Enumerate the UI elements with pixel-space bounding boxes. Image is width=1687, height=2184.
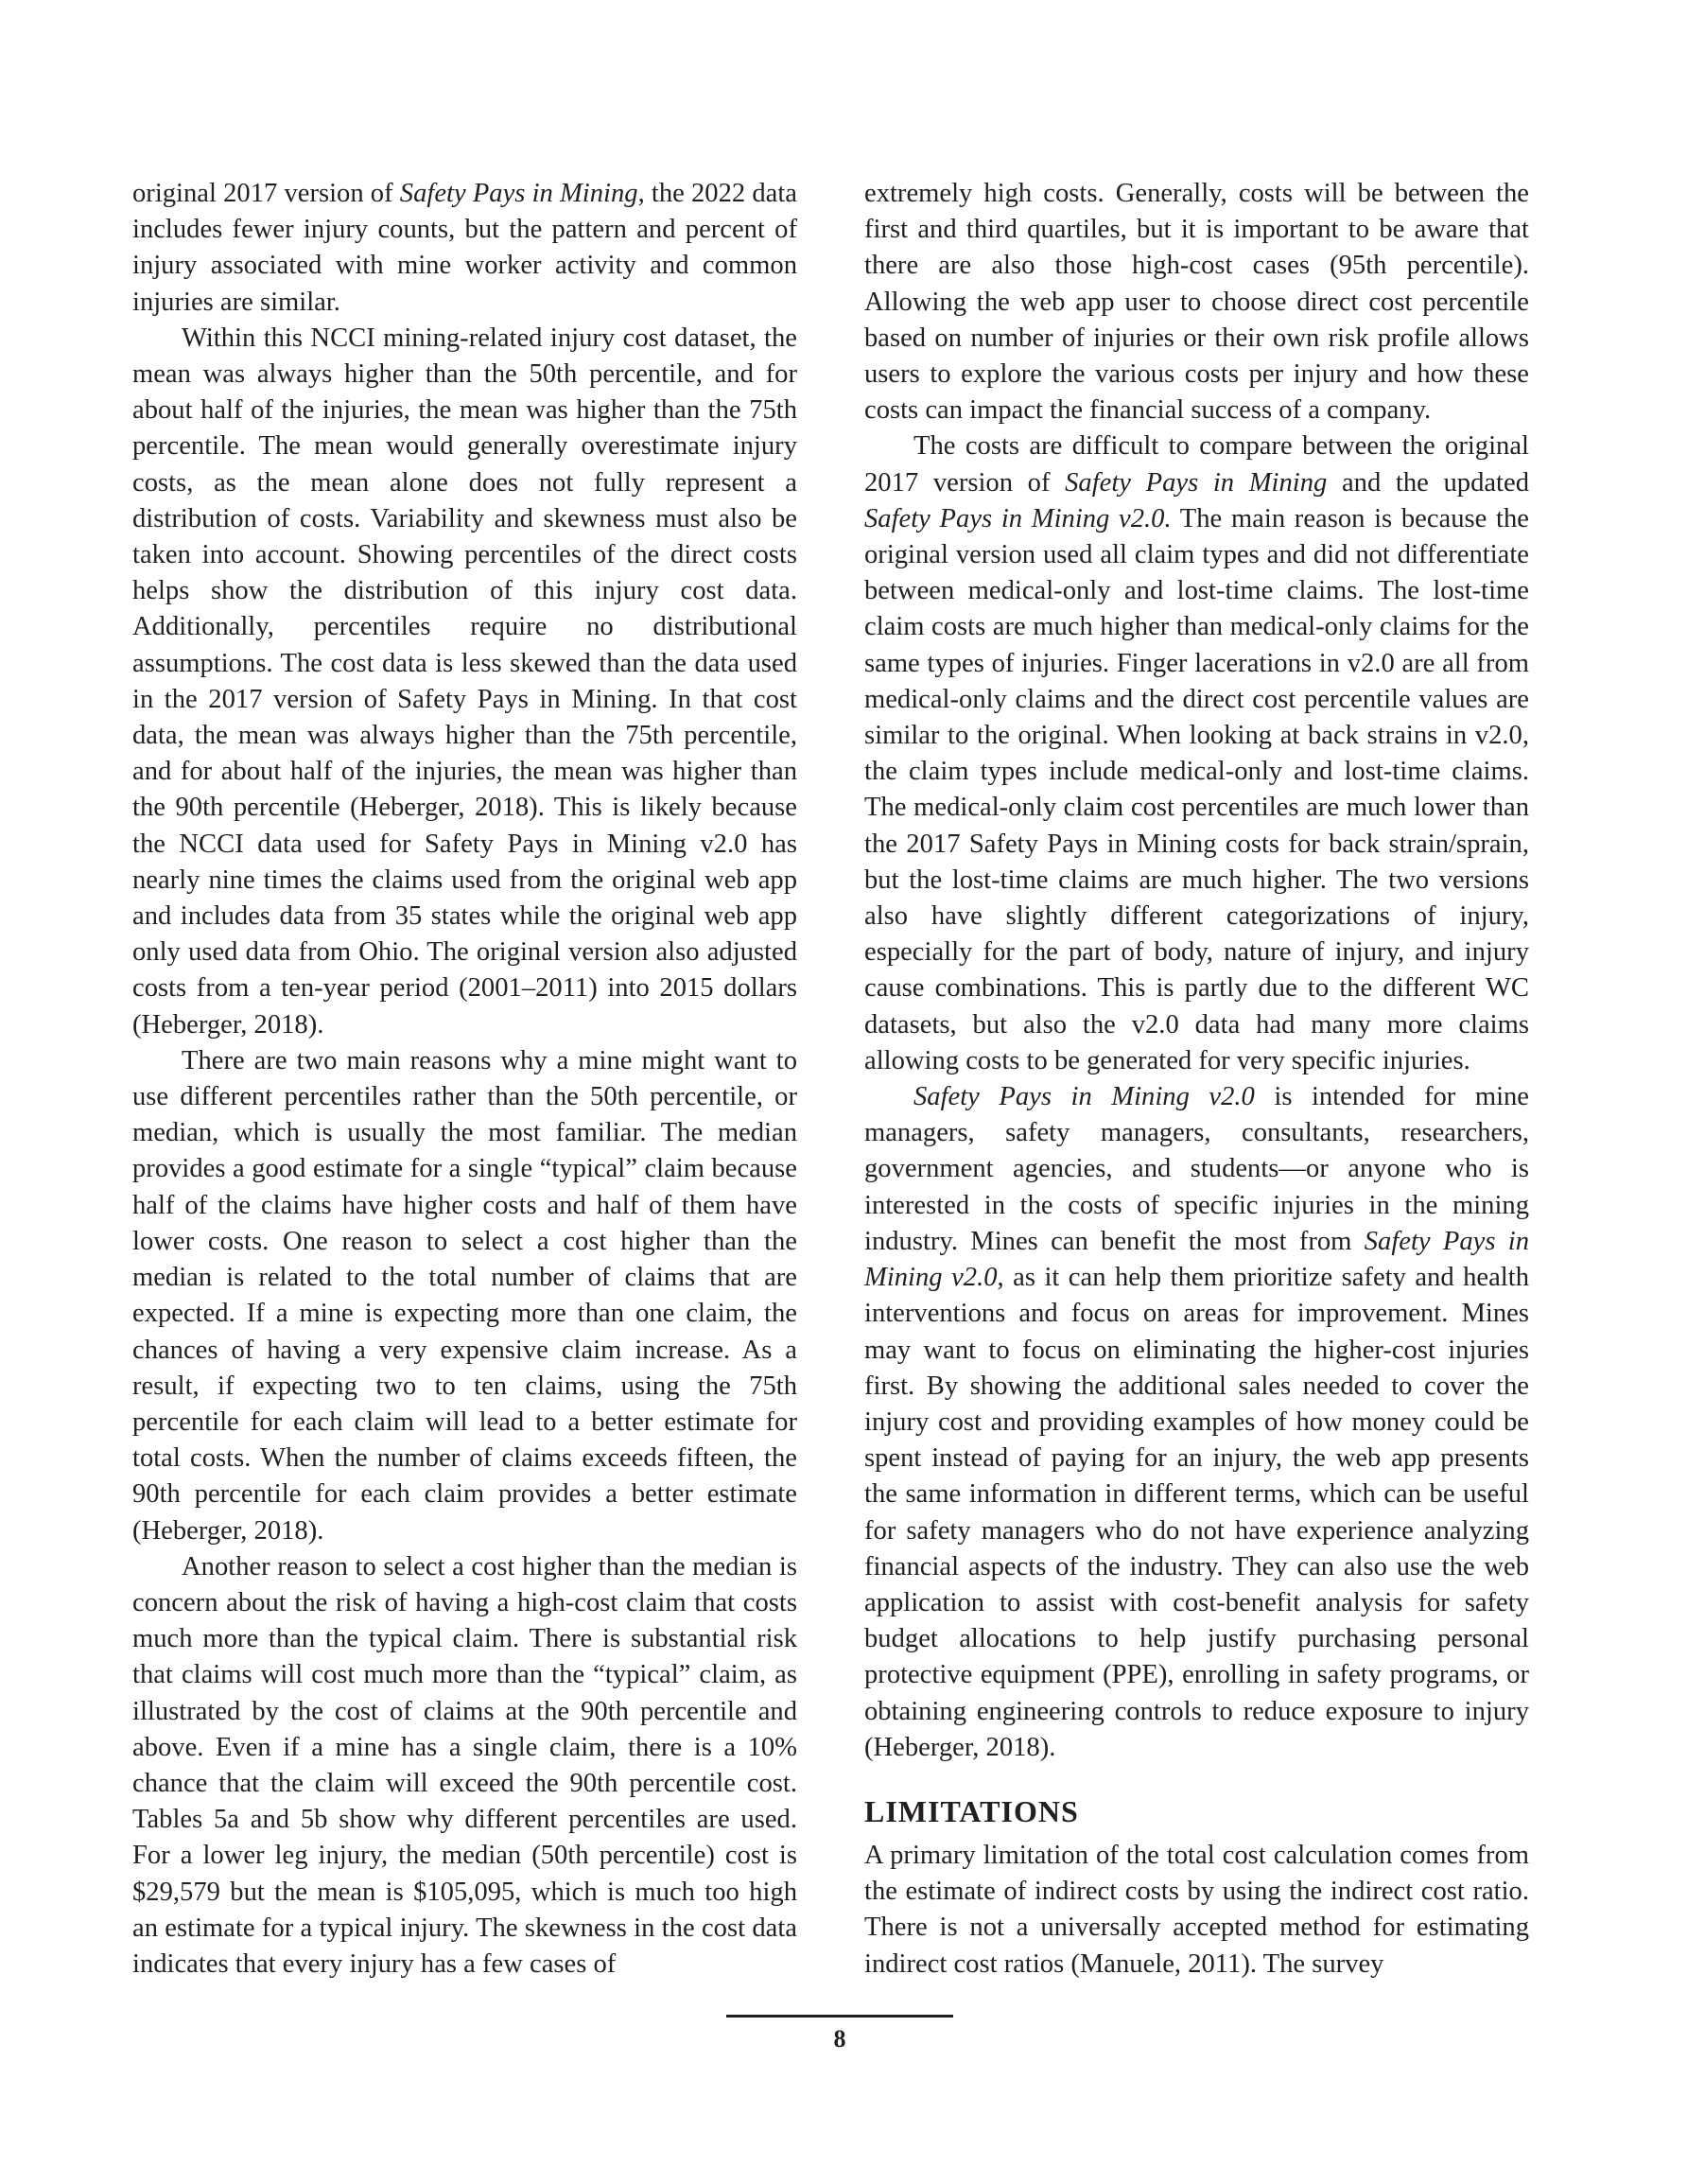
paragraph: The costs are difficult to compare between the original 2017 version of Safety Pays in Mining and the updated Safety Pays in Mining v2.0. The main reason is because the original version used all claim types and did not differentiate between medical-only and lost-time claims. The lost-time claim costs are much higher than medical-only claims for the same types of injuries. Finger lacerations in v2.0 are all from medical-only claims and the direct cost percentile values are similar to the original. When looking at back strains in v2.0, the claim types include medical-only and lost-time claims. The medical-only claim cost percentiles are much lower than the 2017 Safety Pays in Mining costs for back strain/sprain, but the lost-time claims are much higher. The two versions also have slightly different categorizations of injury, especially for the part of body, nature of injury, and injury cause combinations. This is partly due to the different WC datasets, but also the v2.0 data had many more claims allowing costs to be generated for very specific injuries.	[864, 431, 1529, 1075]
section-heading: LIMITATIONS	[864, 1793, 1079, 1828]
left-column	[132, 176, 797, 1983]
paragraph: extremely high costs. Generally, costs will be between the first and third quartiles, but it is important to be aware that there are also those high-cost cases (95th percentile). Allowing the web app user to choose direct cost percentile based on number of injuries or their own risk profile allows users to explore the various costs per injury and how these costs can impact the financial success of a company.	[864, 179, 1529, 426]
paragraph: Within this NCCI mining-related injury cost dataset, the mean was always higher than the 50th percentile, and for about half of the injuries, the mean was higher than the 75th percentile. The mean would generally overestimate injury costs, as the mean alone does not fully represent a distribution of costs. Variability and skewness must also be taken into account. Showing percentiles of the direct costs helps show the distribution of this injury cost data. Additionally, percentiles require no distributional assumptions. The cost data is less skewed than the data used in the 2017 version of Safety Pays in Mining. In that cost data, the mean was always higher than the 75th percentile, and for about half of the injuries, the mean was higher than the 90th percentile (Heberger, 2018). This is likely because the NCCI data used for Safety Pays in Mining v2.0 has nearly nine times the claims used from the original web app and includes data from 35 states while the original web app only used data from Ohio. The original version also adjusted costs from a ten-year period (2001–2011) into 2015 dollars (Heberger, 2018).	[132, 323, 797, 1040]
paragraph: Safety Pays in Mining v2.0 is intended for mine managers, safety managers, consultants, researchers, government agencies, and students—or anyone who is interested in the costs of specific injuries in the mining industry. Mines can benefit the most from Safety Pays in Mining v2.0, as it can help them prioritize safety and health interventions and focus on areas for improvement. Mines may want to focus on eliminating the higher-cost injuries first. By showing the additional sales needed to cover the injury cost and providing examples of how money could be spent instead of paying for an injury, the web app presents the same information in different terms, which can be useful for safety managers who do not have experience analyzing financial aspects of the industry. They can also use the web application to assist with cost-benefit analysis for safety budget allocations to help justify purchasing personal protective equipment (PPE), enrolling in safety programs, or obtaining engineering controls to reduce exposure to injury (Heberger, 2018).	[864, 1082, 1529, 1762]
footer-rule	[726, 2015, 953, 2018]
right-column	[864, 176, 1529, 1983]
paragraph: There are two main reasons why a mine might want to use different percentiles rather than the 50th percentile, or median, which is usually the most familiar. The median provides a good estimate for a single “typical” claim because half of the claims have higher costs and half of them have lower costs. One reason to select a cost higher than the median is related to the total number of claims that are expected. If a mine is expecting more than one claim, the chances of having a very expensive claim increase. As a result, if expecting two to ten claims, using the 75th percentile for each claim will lead to a better estimate for total costs. When the number of claims exceeds fifteen, the 90th percentile for each claim provides a better estimate (Heberger, 2018).	[132, 1045, 797, 1546]
page-number: 8	[833, 2025, 846, 2053]
paragraph: Another reason to select a cost higher than the median is concern about the risk of having a high-cost claim that costs much more than the typical claim. There is substantial risk that claims will cost much more than the “typical” claim, as illustrated by the cost of claims at the 90th percentile and above. Even if a mine has a single claim, there is a 10% chance that the claim will exceed the 90th percentile cost. Tables 5a and 5b show why different percentiles are used. For a lower leg injury, the median (50th percentile) cost is $29,579 but the mean is $105,095, which is much too high an estimate for a typical injury. The skewness in the cost data indicates that every injury has a few cases of	[132, 1551, 797, 1979]
paragraph: original 2017 version of Safety Pays in Mining, the 2022 data includes fewer injury counts, but the pattern and percent of injury associated with mine worker activity and common injuries are similar.	[132, 179, 797, 317]
paragraph: A primary limitation of the total cost calculation comes from the estimate of indirect costs by using the indirect cost ratio. There is not a universally accepted method for estimating indirect cost ratios (Manuele, 2011). The survey	[864, 1840, 1529, 1979]
